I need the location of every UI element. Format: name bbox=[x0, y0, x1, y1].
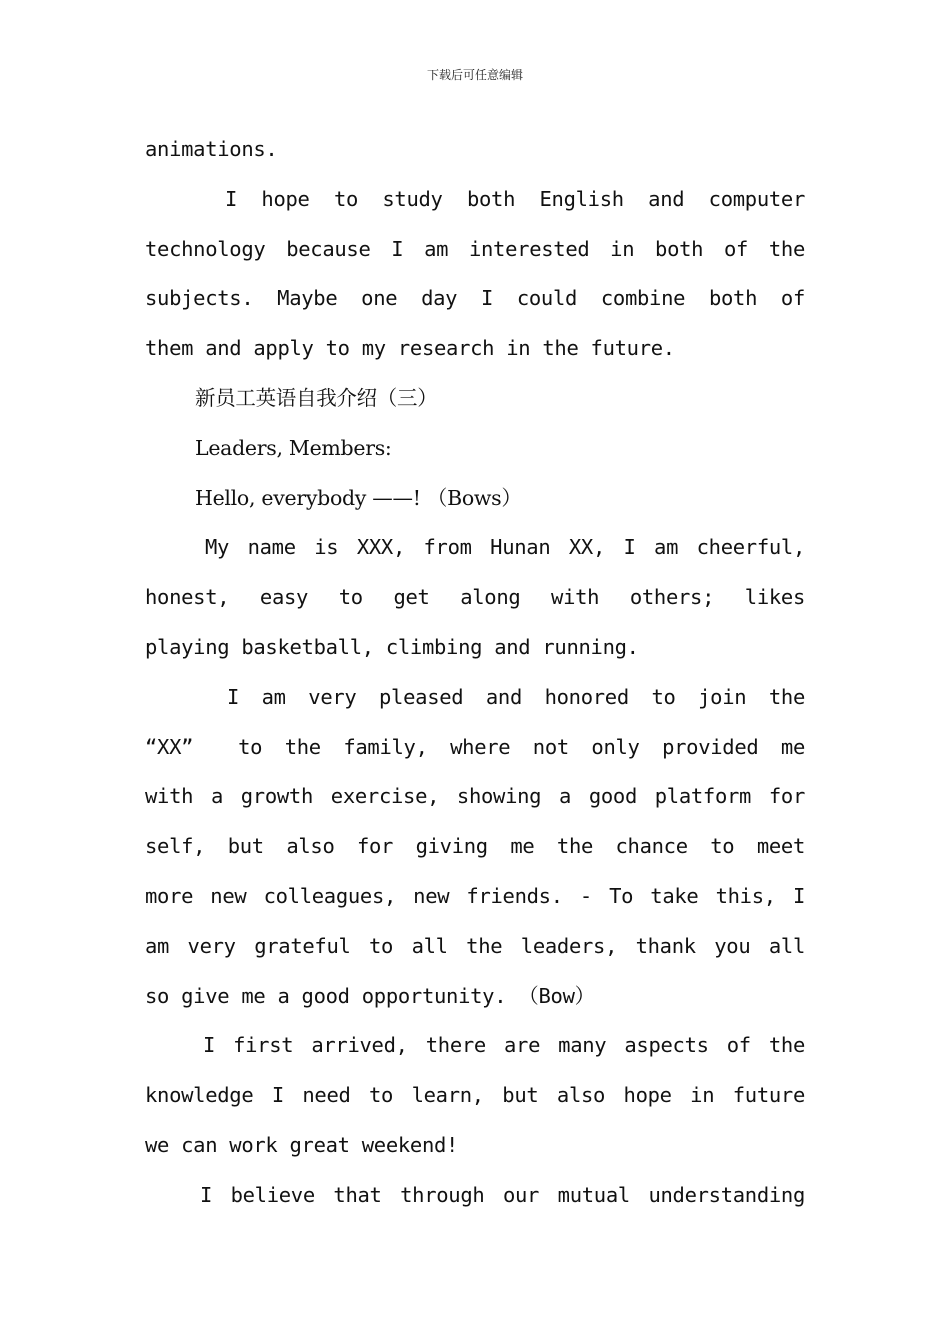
text-line: so give me a good opportunity. （Bow） bbox=[145, 983, 595, 1008]
page-header: 下载后可任意编辑 bbox=[426, 68, 523, 82]
text-line: animations. bbox=[145, 137, 278, 161]
text-line: playing basketball, climbing and running. bbox=[145, 634, 639, 659]
text-line: more new colleagues, new friends. - To take this, I bbox=[145, 883, 805, 908]
text-line: technology because I am interested in both of the bbox=[145, 236, 805, 261]
text-line: I first arrived, there are many aspects of the bbox=[203, 1033, 805, 1058]
document-body bbox=[145, 125, 805, 1221]
text-line: honest, easy to get along with others; likes bbox=[145, 585, 805, 610]
text-line: them and apply to my research in the future. bbox=[145, 336, 675, 361]
text-line: I am very pleased and honored to join the bbox=[227, 684, 805, 709]
text-line: subjects. Maybe one day I could combine both of bbox=[145, 286, 805, 311]
text-line: I hope to study both English and computer bbox=[225, 186, 805, 211]
salutation-line: Leaders, Members: bbox=[195, 435, 392, 460]
section-heading: 新员工英语自我介绍（三） bbox=[195, 385, 438, 410]
text-line: self, but also for giving me the chance to meet bbox=[145, 834, 805, 859]
text-line: “XX” to the family, where not only provided me bbox=[145, 734, 805, 759]
text-line: we can work great weekend! bbox=[145, 1132, 459, 1157]
text-line: I believe that through our mutual understanding bbox=[200, 1182, 805, 1207]
text-line: knowledge I need to learn, but also hope in future bbox=[145, 1083, 805, 1108]
text-line: My name is XXX, from Hunan XX, I am cheerful, bbox=[205, 535, 805, 560]
text-line: am very grateful to all the leaders, thank you all bbox=[145, 933, 805, 958]
text-line: with a growth exercise, showing a good platform for bbox=[145, 784, 805, 809]
greeting-line: Hello, everybody ——! （Bows） bbox=[195, 485, 522, 510]
